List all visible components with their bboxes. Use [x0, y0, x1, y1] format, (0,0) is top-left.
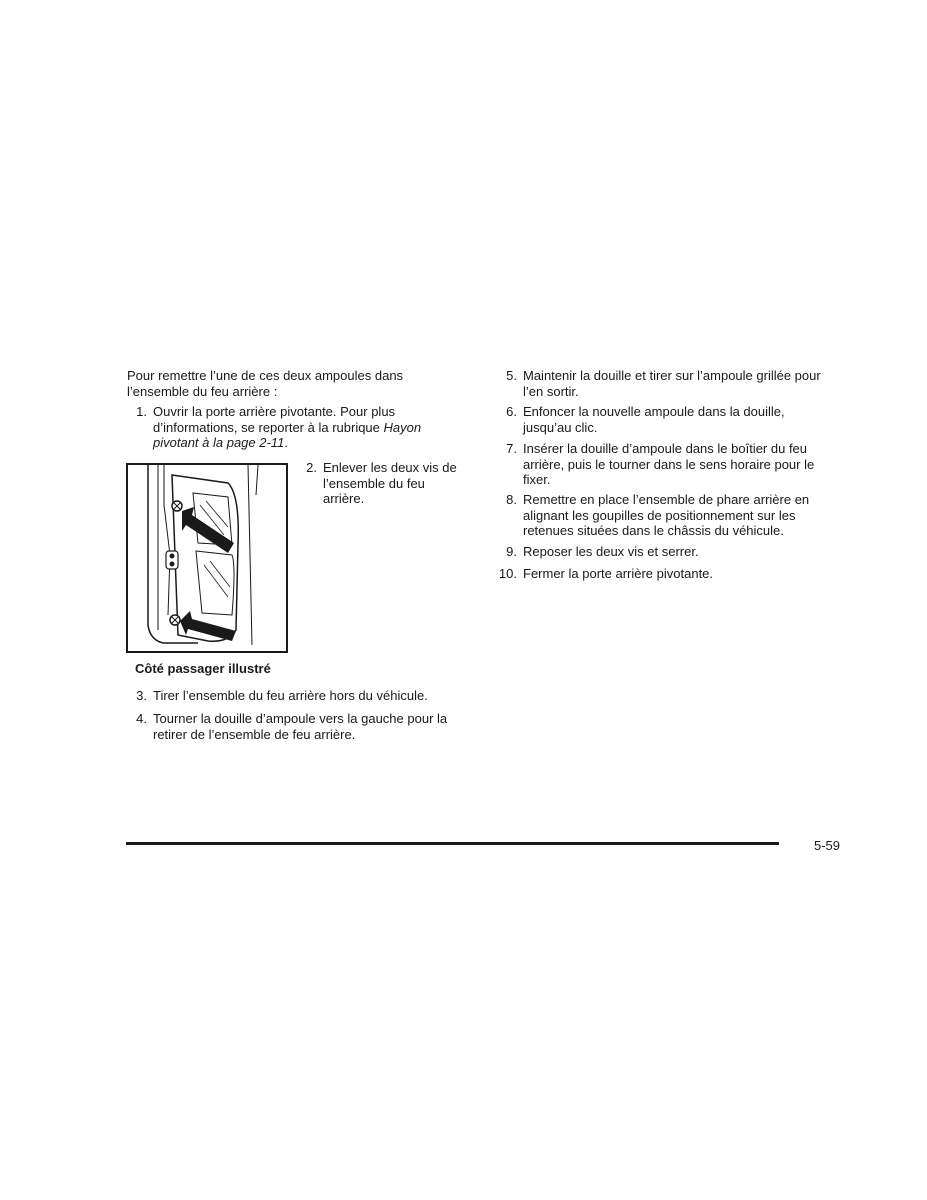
step-6	[497, 404, 832, 435]
step-3	[127, 688, 459, 704]
step-number: 9.	[506, 544, 517, 559]
step-number: 1.	[136, 404, 147, 419]
step-text: Enlever les deux vis de l’ensemble du feu arrière.	[323, 460, 457, 506]
step-text: Remettre en place l’ensemble de phare arrière en alignant les goupilles de positionnement sur les retenues situées dans le châssis du véhicule.	[523, 492, 810, 538]
cross-reference-link[interactable]: Hayon pivotant à la page 2-11	[153, 419, 422, 450]
step-number: 7.	[506, 441, 517, 456]
step-text: Enfoncer la nouvelle ampoule dans la douille, jusqu’au clic.	[523, 404, 785, 435]
step-text: Tirer l’ensemble du feu arrière hors du véhicule.	[153, 688, 428, 703]
step-text-start: Ouvrir la porte arrière pivotante. Pour plus d’informations, se reporter à la rubrique	[153, 404, 396, 435]
step-number: 3.	[136, 688, 147, 703]
page-number: 5-59	[814, 838, 841, 853]
step-5	[497, 368, 832, 399]
step-number: 8.	[506, 492, 517, 507]
step-number: 10.	[498, 566, 517, 581]
step-number: 6.	[506, 404, 517, 419]
step-9	[497, 544, 832, 560]
figure-caption: Côté passager illustré	[135, 661, 271, 676]
step-text: Maintenir la douille et tirer sur l’ampoule grillée pour l’en sortir.	[523, 368, 821, 399]
step-10	[497, 566, 832, 582]
footer-rule	[126, 842, 779, 845]
step-text: Insérer la douille d’ampoule dans le boîtier du feu arrière, puis le tourner dans le sens horaire pour le fixer.	[523, 441, 815, 487]
step-text: Reposer les deux vis et serrer.	[523, 544, 699, 559]
step-number: 4.	[136, 711, 147, 726]
step-text: Tourner la douille d’ampoule vers la gauche pour la retirer de l’ensemble de feu arrière.	[153, 711, 448, 742]
step-number: 2.	[306, 460, 317, 475]
step-1	[127, 404, 459, 451]
step-text-end: .	[284, 435, 288, 450]
step-7	[497, 441, 832, 488]
intro-paragraph: Pour remettre l’une de ces deux ampoules dans l’ensemble du feu arrière :	[127, 368, 404, 399]
step-4	[127, 711, 459, 742]
step-8	[497, 492, 832, 539]
taillamp-illustration	[126, 463, 288, 653]
step-text: Fermer la porte arrière pivotante.	[523, 566, 714, 581]
step-text	[153, 404, 459, 451]
step-2	[297, 460, 457, 507]
step-number: 5.	[506, 368, 517, 383]
